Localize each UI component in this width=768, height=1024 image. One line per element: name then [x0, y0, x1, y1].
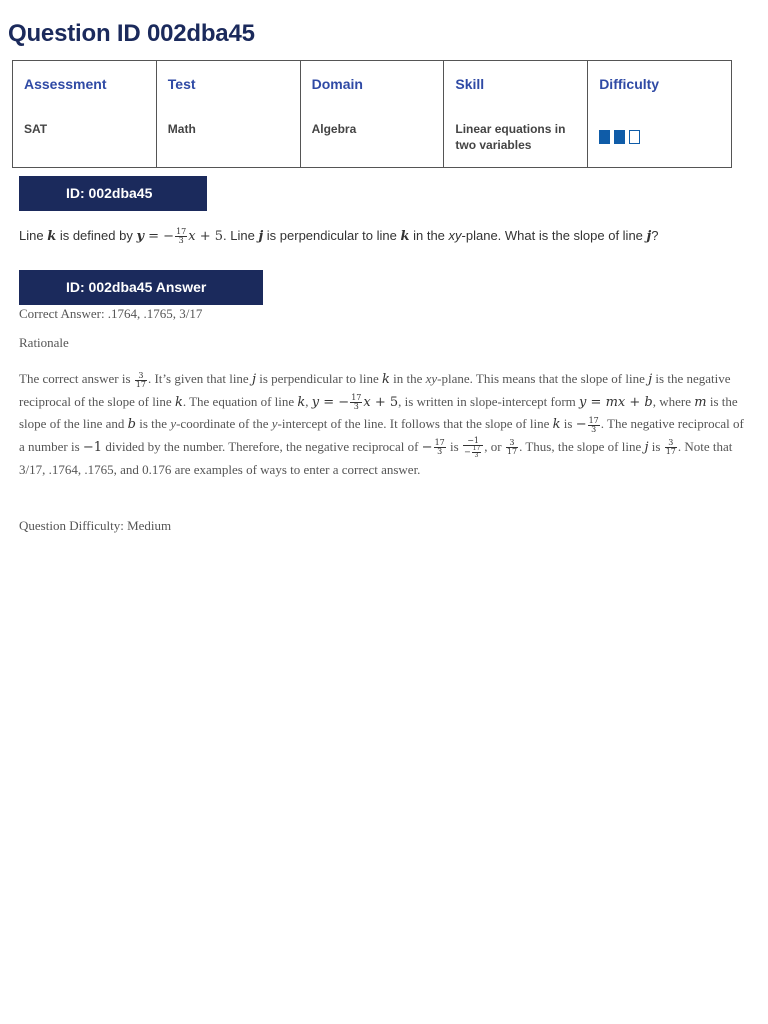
math-op: − — [575, 417, 587, 432]
math-var: k — [297, 394, 306, 410]
rationale-fragment: . It’s given that line — [147, 371, 252, 386]
math-op: + 5 — [195, 229, 224, 244]
question-fragment: Line — [19, 228, 48, 243]
fraction — [350, 394, 362, 411]
fraction-numerator: 3 — [665, 439, 677, 448]
page-title: Question ID 002dba45 — [8, 20, 255, 47]
domain-header: Domain — [311, 76, 363, 92]
math-var: m — [605, 394, 618, 410]
skill-header: Skill — [455, 76, 485, 92]
fraction-denominator: 3 — [437, 447, 443, 457]
difficulty-bar-icon — [599, 130, 610, 144]
difficulty-cell — [588, 61, 732, 168]
question-text — [19, 228, 658, 245]
question-fragment: is perpendicular to line — [263, 228, 401, 243]
math-var: x — [363, 394, 371, 410]
math-var: j — [251, 372, 256, 387]
question-fragment: ? — [651, 228, 659, 243]
rationale-fragment: is the slope of the line and — [19, 393, 738, 431]
question-id-banner: ID: 002dba45 — [19, 176, 207, 211]
math-var: m — [694, 394, 707, 410]
math-var: k — [552, 417, 561, 432]
question-fragment: . Line — [223, 228, 259, 243]
math-var: k — [400, 229, 410, 244]
question-fragment: -plane. What is the slope of line — [461, 228, 647, 243]
test-cell — [156, 61, 300, 168]
math-var: xy — [448, 228, 462, 243]
rationale-fragment: The correct answer is — [19, 371, 134, 386]
skill-value: Linear equations in two variables — [455, 122, 566, 152]
math-var: x — [188, 229, 196, 244]
fraction-numerator: 17 — [472, 444, 481, 452]
fraction-denominator: 3 — [474, 451, 479, 459]
rationale-fragment: is perpendicular to line — [255, 371, 382, 386]
answer-id-banner: ID: 002dba45 Answer — [19, 270, 263, 305]
fraction — [175, 228, 187, 245]
rationale-fragment: . The equation of line — [182, 393, 298, 409]
math-op: = — [586, 394, 606, 410]
math-var: j — [644, 439, 649, 455]
math-number: −1 — [82, 439, 103, 455]
question-difficulty: Question Difficulty: Medium — [19, 518, 172, 533]
assessment-header: Assessment — [24, 76, 107, 92]
math-op: − — [467, 435, 474, 445]
difficulty-bar-empty-icon — [629, 130, 640, 144]
math-var: j — [648, 372, 653, 387]
fraction — [588, 417, 600, 434]
fraction-numerator: 17 — [351, 393, 362, 403]
math-op: + 5 — [370, 394, 399, 410]
correct-answer: Correct Answer: .1764, .1765, 3/17 — [19, 306, 203, 321]
rationale-fragment: -intercept of the line. It follows that the slope of line — [277, 416, 553, 431]
difficulty-indicator — [599, 130, 640, 144]
test-value: Math — [167, 122, 196, 136]
math-number: 1 — [473, 435, 479, 445]
fraction-denominator: 17 — [665, 447, 676, 457]
rationale-fragment: is — [560, 416, 576, 431]
math-var: xy — [425, 371, 438, 386]
fraction — [506, 439, 518, 456]
fraction-numerator: 17 — [588, 415, 599, 425]
math-var: y — [170, 416, 177, 431]
rationale-fragment: in the — [389, 371, 426, 386]
fraction-denominator — [463, 446, 483, 459]
rationale-fragment: . Thus, the slope of line — [519, 438, 645, 454]
rationale-fragment: , is written in slope-intercept form — [398, 393, 580, 409]
rationale-fragment: is the negative reciprocal of the slope of line — [19, 371, 731, 409]
assessment-value: SAT — [24, 122, 48, 136]
fraction-denominator: 3 — [353, 402, 359, 412]
difficulty-bar-icon — [614, 130, 625, 144]
fraction — [665, 439, 677, 456]
rationale-fragment: . Note that 3/17, .1764, .1765, and 0.176 are examples of ways to enter a correct answer. — [19, 438, 733, 477]
rationale-fragment: -plane. This means that the slope of line — [437, 371, 649, 386]
fraction-denominator: 17 — [506, 447, 518, 457]
complex-fraction — [463, 437, 483, 459]
rationale-fragment: is — [446, 438, 462, 454]
fraction-numerator: 17 — [434, 438, 445, 448]
fraction-numerator: 17 — [176, 227, 187, 237]
rationale-fragment: , or — [484, 438, 505, 454]
rationale-fragment: is — [648, 438, 664, 454]
difficulty-header: Difficulty — [599, 76, 660, 92]
math-var: k — [381, 372, 390, 387]
rationale-fragment: -coordinate of the — [176, 416, 272, 431]
fraction-denominator: 17 — [135, 379, 146, 389]
rationale-fragment: . The negative reciprocal of a number is — [19, 416, 744, 454]
rationale-fragment: is the — [136, 416, 171, 431]
math-op: = − — [319, 394, 350, 410]
rationale-fragment: , — [305, 393, 312, 409]
math-op: − — [463, 447, 471, 457]
math-var: y — [311, 394, 320, 410]
math-var: b — [127, 417, 136, 432]
math-op: = − — [144, 229, 175, 244]
math-var: y — [579, 394, 587, 410]
math-var: b — [644, 394, 653, 410]
question-fragment: is defined by — [56, 228, 137, 243]
rationale-fragment: , where — [652, 393, 695, 409]
skill-cell — [444, 61, 588, 168]
math-var: y — [136, 229, 144, 244]
math-var: k — [174, 394, 183, 410]
fraction-denominator: 3 — [591, 424, 597, 434]
nested-fraction — [472, 446, 482, 459]
domain-value: Algebra — [311, 122, 357, 136]
fraction-numerator: 3 — [135, 372, 147, 381]
rationale-label: Rationale — [19, 335, 69, 350]
domain-cell — [300, 61, 444, 168]
assessment-cell — [13, 61, 157, 168]
math-var: j — [646, 229, 652, 244]
math-var: j — [258, 229, 264, 244]
fraction — [434, 439, 446, 456]
fraction — [135, 372, 147, 389]
math-op: − — [421, 439, 433, 455]
question-info-table — [12, 60, 732, 168]
rationale-text — [19, 368, 749, 480]
math-var: y — [271, 416, 278, 431]
fraction-numerator: 3 — [506, 439, 518, 448]
math-var: k — [47, 229, 57, 244]
math-op: + — [625, 394, 645, 410]
question-fragment: in the — [409, 228, 449, 243]
test-header: Test — [167, 76, 196, 92]
rationale-fragment: divided by the number. Therefore, the negative reciprocal of — [102, 438, 422, 454]
fraction-denominator: 3 — [178, 236, 184, 246]
math-var: x — [617, 394, 626, 410]
